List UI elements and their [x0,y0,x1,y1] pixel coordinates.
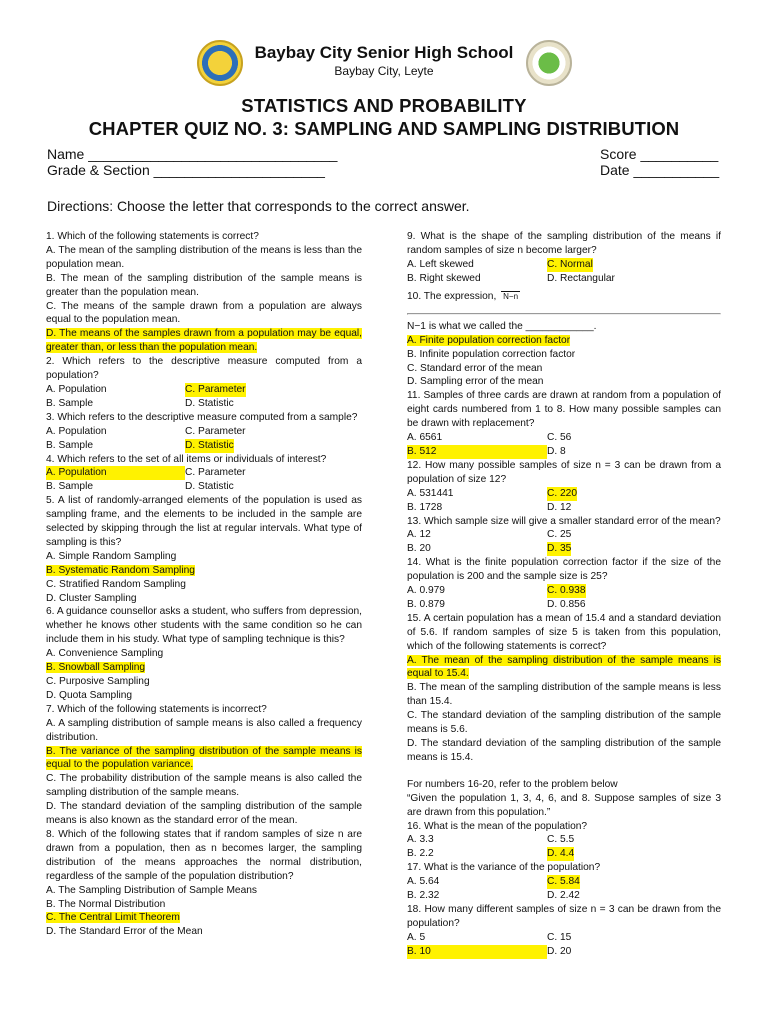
choice-12b: B. 1728 [407,501,443,513]
choice-3b: B. Sample [46,439,93,451]
answer-15a: A. The mean of the sampling distribution of the sample means is equal to 15.4. [407,654,721,680]
choice-3c: C. Parameter [185,425,246,437]
answer-17c: C. 5.84 [547,876,580,888]
choice-5a: A. Simple Random Sampling [46,550,177,562]
question-10-blank: is what we called the ____________. [425,320,597,332]
answer-6b: B. Snowball Sampling [46,662,146,674]
question-7: 7. Which of the following statements is incorrect? [46,703,267,715]
choice-16c: C. 5.5 [547,834,575,846]
choice-14d: D. 0.856 [547,598,586,610]
answer-12c: C. 220 [547,487,578,499]
choice-17a: A. 5.64 [407,876,440,888]
question-9: 9. What is the shape of the sampling distribution of the means if random samples of size n become larger? [407,231,721,256]
school-header [0,40,768,90]
choice-7a: A. A sampling distribution of sample means is also called a frequency distribution. [46,717,362,743]
choice-10c: C. Standard error of the mean [407,362,543,374]
formula-denominator: N−1 [407,320,426,332]
subject-title: STATISTICS AND PROBABILITY [241,95,527,116]
answer-3d: D. Statistic [185,439,234,451]
choice-7d: D. The standard deviation of the sampling distribution of the sample means is also known as the standard error of the mean. [46,801,362,827]
formula-numerator: N−n [503,291,519,301]
choice-7c: C. The probability distribution of the sample means is also called the sampling distribution of the sample means. [46,773,362,799]
fpc-formula [501,291,520,301]
answer-7b: B. The variance of the sampling distribution of the sample means is equal to the population variance. [46,745,362,771]
choice-13a: A. 12 [407,529,431,541]
question-10-text: 10. The expression, [407,290,497,302]
question-16: 16. What is the mean of the population? [407,820,588,832]
choice-13c: C. 25 [547,529,572,541]
school-name: Baybay City Senior High School [254,43,514,62]
choice-15b: B. The mean of the sampling distribution of the sample means is less than 15.4. [407,682,721,708]
choice-6a: A. Convenience Sampling [46,648,164,660]
answer-9c: C. Normal [547,258,593,270]
answer-18b: B. 10 [407,945,547,959]
question-14: 14. What is the finite population correction factor if the size of the population is 200 and the sample size is 25? [407,557,721,583]
choice-6c: C. Purposive Sampling [46,676,150,687]
choice-3a: A. Population [46,425,107,437]
choice-4d: D. Statistic [185,481,234,493]
choice-9b: B. Right skewed [407,272,481,284]
choice-9d: D. Rectangular [547,272,615,284]
question-3: 3. Which refers to the descriptive measure computed from a sample? [46,411,358,423]
choice-18c: C. 15 [547,931,572,943]
choice-14b: B. 0.879 [407,598,445,610]
question-4: 4. Which refers to the set of all items or individuals of interest? [46,453,327,465]
school-city: Baybay City, Leyte [334,64,434,78]
grade-section-field: Grade & Section ______________________ [47,162,325,178]
answer-10a: A. Finite population correction factor [407,334,571,346]
score-field: Score __________ [600,146,719,162]
choice-4b: B. Sample [46,481,93,493]
question-1: 1. Which of the following statements is correct? [46,231,259,242]
question-10 [407,286,721,308]
choice-16b: B. 2.2 [407,848,434,860]
answer-4a: A. Population [46,466,185,480]
choice-9a: A. Left skewed [407,258,474,270]
name-field: Name ________________________________ [47,146,338,162]
choice-11a: A. 6561 [407,432,443,444]
choice-2d: D. Statistic [185,397,234,409]
answer-2c: C. Parameter [185,383,246,395]
choice-4c: C. Parameter [185,467,246,479]
choice-14a: A. 0.979 [407,585,445,597]
question-2: 2. Which refers to the descriptive measure computed from a population? [46,356,362,382]
choice-2a: A. Population [46,383,107,395]
quiz-title: CHAPTER QUIZ NO. 3: SAMPLING AND SAMPLING DISTRIBUTION [88,118,680,139]
question-11: 11. Samples of three cards are drawn at random from a population of eight cards numbered from 1 to 8. How many possible samples can be drawn with replacement? [407,390,721,430]
question-13: 13. Which sample size will give a smaller standard error of the mean? [407,515,721,527]
question-17: 17. What is the variance of the population? [407,862,601,874]
choice-17d: D. 2.42 [547,890,580,902]
choice-15d: D. The standard deviation of the sampling distribution of the sample means is 15.4. [407,738,721,763]
choice-17b: B. 2.32 [407,890,440,902]
choice-6d: D. Quota Sampling [46,689,133,701]
answer-1d: D. The means of the samples drawn from a population may be equal, greater than, or less than the population mean. [46,328,362,354]
choice-18a: A. 5 [407,931,426,943]
choice-12a: A. 531441 [407,487,454,499]
choice-1a: A. The mean of the sampling distribution of the means is less than the population mean. [46,244,362,270]
answer-8c: C. The Central Limit Theorem [46,912,180,924]
answer-5b: B. Systematic Random Sampling [46,564,195,576]
answer-13d: D. 35 [547,543,572,555]
choice-8b: B. The Normal Distribution [46,898,166,910]
problem-intro: For numbers 16-20, refer to the problem below [407,778,618,790]
choice-2b: B. Sample [46,397,93,409]
directions: Directions: Choose the letter that corresponds to the correct answer. [47,198,470,214]
choice-12d: D. 12 [547,501,572,513]
question-18: 18. How many different samples of size n = 3 can be drawn from the population? [407,903,721,929]
answer-14c: C. 0.938 [547,585,586,597]
question-12: 12. How many possible samples of size n = 3 can be drawn from a population of size 12? [407,459,721,485]
left-column [46,230,362,939]
choice-10b: B. Infinite population correction factor [407,348,576,360]
choice-10d: D. Sampling error of the mean [407,376,544,388]
answer-11b: B. 512 [407,445,547,459]
choice-8d: D. The Standard Error of the Mean [46,926,203,938]
question-15: 15. A certain population has a mean of 15.4 and a standard deviation of 5.6. If random samples of size 5 is taken from this population, which of the following statements is correct? [407,612,721,652]
answer-16d: D. 4.4 [547,848,575,860]
choice-5c: C. Stratified Random Sampling [46,578,186,590]
question-5: 5. A list of randomly-arranged elements of the population is used as sampling frame, and the elements to be included in the sample are selected by skipping through the list at regular intervals. What type of sampling is this? [46,495,362,548]
choice-18d: D. 20 [547,945,572,957]
choice-5d: D. Cluster Sampling [46,592,137,604]
right-column [407,230,721,959]
date-field: Date ___________ [600,162,720,178]
choice-11c: C. 56 [547,432,572,444]
choice-15c: C. The standard deviation of the sampling distribution of the sample means is 5.6. [407,710,721,736]
problem-statement: “Given the population 1, 3, 4, 6, and 8. Suppose samples of size 3 are drawn from this population.” [407,792,721,818]
choice-8a: A. The Sampling Distribution of Sample Means [46,884,258,896]
choice-13b: B. 20 [407,543,431,555]
question-6: 6. A guidance counsellor asks a student, who suffers from depression, whether he knows other students with the same condition so he can include them in his study. What type of sampling technique is this? [46,606,362,646]
choice-1c: C. The means of the sample drawn from a population are always equal to the population mean. [46,300,362,326]
choice-16a: A. 3.3 [407,834,434,846]
choice-11d: D. 8 [547,445,566,457]
choice-1b: B. The mean of the sampling distribution of the sample means is greater than the population mean. [46,272,362,298]
question-8: 8. Which of the following states that if random samples of size n are drawn from a population, then as n becomes larger, the sampling distribution of the means approaches the normal distribution, regardless of the sample of the population distribution? [46,828,362,882]
